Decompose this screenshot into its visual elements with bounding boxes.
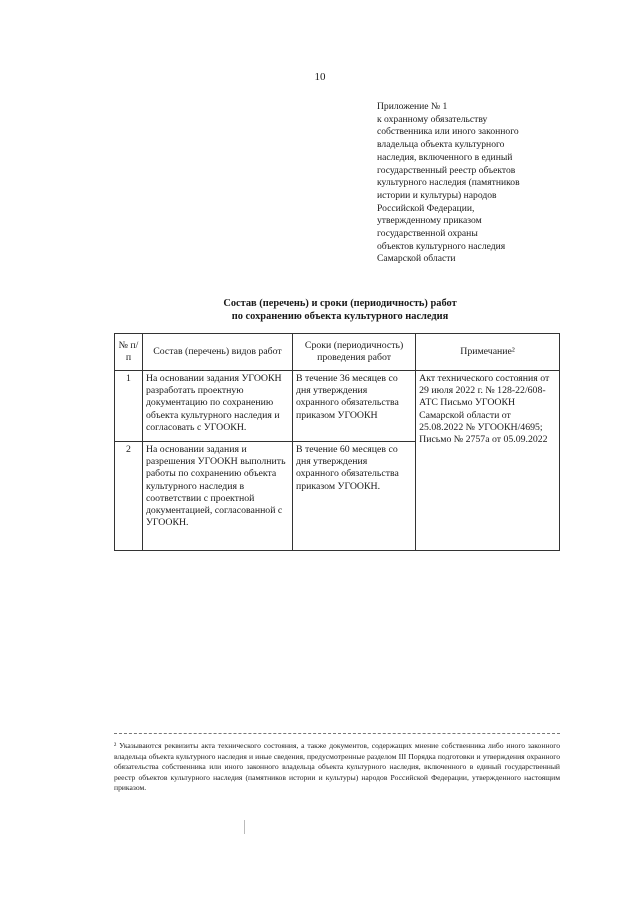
header-note: Примечание²	[416, 334, 560, 371]
row-terms: В течение 36 месяцев со дня утверждения охранного обязательства приказом УГООКН	[292, 371, 415, 442]
appendix-line: Приложение № 1	[377, 101, 448, 112]
title-line-2: по сохранению объекта культурного наследия	[231, 311, 449, 322]
appendix-line: истории и культуры) народов	[377, 189, 497, 201]
appendix-line: наследия, включенного в единый	[377, 151, 513, 163]
row-terms: В течение 60 месяцев со дня утверждения охранного обязательства приказом УГООКН.	[292, 442, 415, 551]
appendix-line: к охранному обязательству	[377, 113, 488, 125]
appendix-reference	[377, 101, 597, 266]
row-number: 2	[115, 442, 143, 551]
header-works: Состав (перечень) видов работ	[142, 334, 292, 371]
row-number: 1	[115, 371, 143, 442]
appendix-line: объектов культурного наследия	[377, 240, 506, 252]
scan-mark	[244, 820, 245, 834]
row-note: Акт технического состояния от 29 июля 2022 г. № 128-22/608-АТС Письмо УГООКН Самарской области от 25.08.2022 № УГООКН/4695; Письмо № 2757а от 05.09.2022	[416, 371, 560, 551]
table-row	[115, 371, 560, 442]
header-terms: Сроки (периодичность) проведения работ	[292, 334, 415, 371]
header-number: № п/п	[115, 334, 143, 371]
appendix-line: культурного наследия (памятников	[377, 177, 520, 189]
table-header-row	[115, 334, 560, 371]
appendix-line: государственный реестр объектов	[377, 164, 516, 176]
appendix-line: Самарской области	[377, 253, 456, 265]
row-works: На основании задания и разрешения УГООКН выполнить работы по сохранению объекта культурного наследия в соответствии с проектной документацией, согласованной с УГООКН.	[142, 442, 292, 551]
row-works: На основании задания УГООКН разработать проектную документацию по сохранению объекта культурного наследия и согласовать с УГООКН.	[142, 371, 292, 442]
appendix-line: Российской Федерации,	[377, 202, 475, 214]
page-number: 10	[314, 71, 326, 83]
appendix-line: утвержденному приказом	[377, 215, 482, 227]
appendix-line: государственной охраны	[377, 228, 478, 240]
footnote-divider	[114, 733, 560, 734]
title-line-1: Состав (перечень) и сроки (периодичность) работ	[223, 298, 457, 309]
works-table	[114, 333, 560, 551]
footnote: ² Указываются реквизиты акта технического состояния, а также документов, содержащих мнение собственника либо иного законного владельца объекта культурного наследия и иные сведения, предусмотренные разделом III Порядка подготовки и утверждения охранного обязательства собственника или иного законного владельца объекта культурного наследия, включенного в единый государственный реестр объектов культурного наследия (памятников истории и культуры) народов Российской Федерации, утвержденного настоящим приказом.	[114, 741, 560, 793]
appendix-line: владельца объекта культурного	[377, 139, 505, 151]
appendix-line: собственника или иного законного	[377, 126, 519, 138]
document-title	[150, 297, 530, 323]
